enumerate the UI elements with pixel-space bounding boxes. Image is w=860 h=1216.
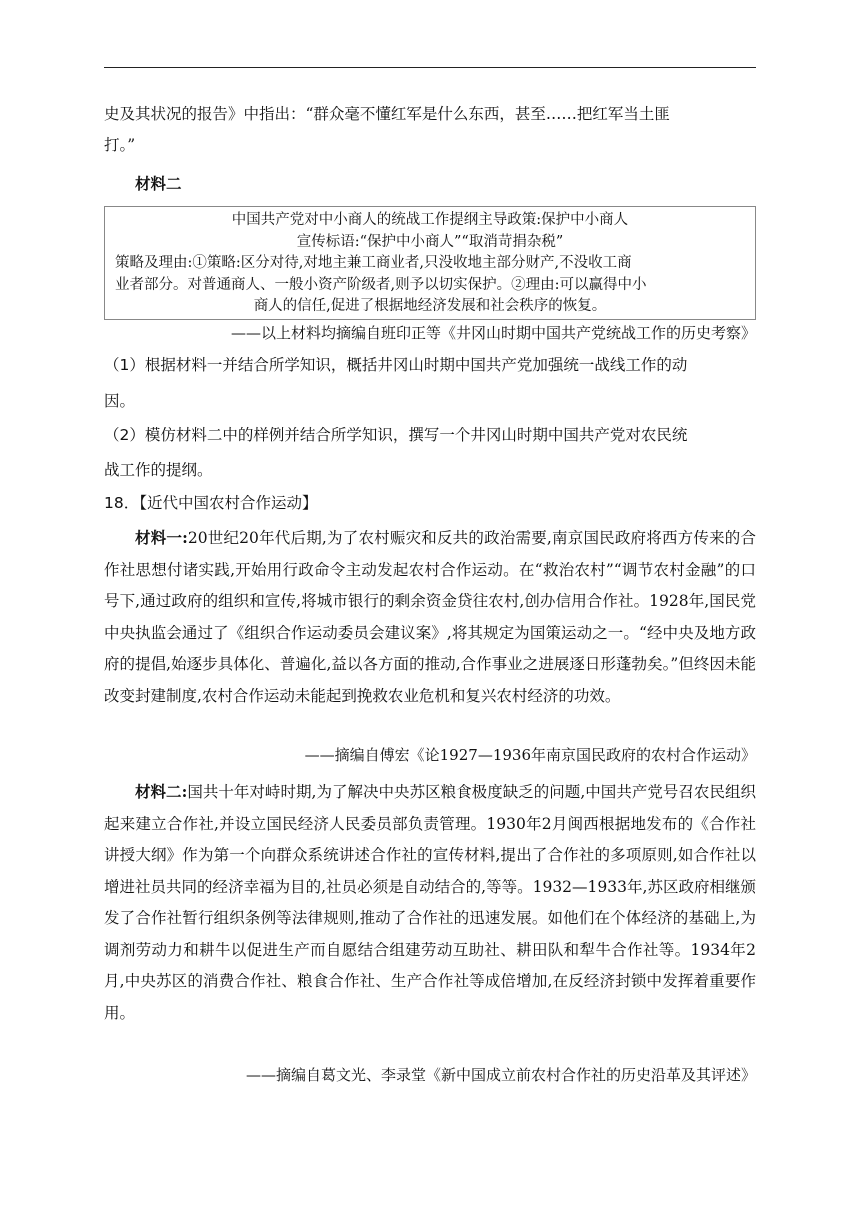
intro-line-1: 史及其状况的报告》中指出：“群众毫不懂红军是什么东西，甚至……把红军当土匪 xyxy=(104,105,670,123)
box-line-2: 宣传标语:“保护中小商人”“取消苛捐杂税” xyxy=(296,233,564,250)
box-line-3: 策略及理由:①策略:区分对待,对地主兼工商业者,只没收地主部分财产,不没收工商 xyxy=(115,255,632,271)
question-1-line-2: 因。 xyxy=(104,392,136,410)
policy-outline-box xyxy=(104,206,756,320)
source-citation-2: ——摘编自傅宏《论1927—1936年南京国民政府的农村合作运动》 xyxy=(304,746,756,764)
box-line-5: 商人的信任,促进了根据地经济发展和社会秩序的恢复。 xyxy=(253,298,607,314)
box-line-1: 中国共产党对中小商人的统战工作提纲主导政策:保护中小商人 xyxy=(231,212,629,228)
question-2-line-2: 战工作的提纲。 xyxy=(104,461,213,479)
material-2-label: 材料二: xyxy=(135,782,188,801)
material-2-paragraph xyxy=(104,776,756,1029)
box-line-4: 业者部分。对普通商人、一般小资产阶级者,则予以切实保护。②理由:可以赢得中小 xyxy=(115,276,647,293)
intro-line-2: 打。” xyxy=(104,136,136,154)
material-2-text: 国共十年对峙时期,为了解决中央苏区粮食极度缺乏的问题,中国共产党号召农民组织起来建立合作社,并设立国民经济人民委员部负责管理。1930年2月闽西根据地发布的《合作社讲授大纲》作为第一个向群众系统讲述合作社的宣传材料,提出了合作社的多项原则,如合作社以增进社员共同的经济幸福为目的,社员必须是自动结合的,等等。1932—1933年,苏区政府相继颁发了合作社暂行组织条例等法律规则,推动了合作社的迅速发展。如他们在个体经济的基础上,为调剂劳动力和耕牛以促进生产而自愿结合组建劳动互助社、耕田队和犁牛合作社等。1934年2月,中央苏区的消费合作社、粮食合作社、生产合作社等成倍增加,在反经济封锁中发挥着重要作用。 xyxy=(104,783,756,1022)
header-rule xyxy=(104,67,756,68)
question-1-line-1: （1）根据材料一并结合所学知识，概括井冈山时期中国共产党加强统一战线工作的动 xyxy=(104,356,688,374)
question-2-line-1: （2）模仿材料二中的样例并结合所学知识，撰写一个井冈山时期中国共产党对农民统 xyxy=(104,426,688,444)
material-1-text: 20世纪20年代后期,为了农村赈灾和反共的政治需要,南京国民政府将西方传来的合作社思想付诸实践,开始用行政命令主动发起农村合作运动。在“救治农村”“调节农村金融”的口号下,通过政府的组织和宣传,将城市银行的剩余资金贷往农村,创办信用合作社。1928年,国民党中央执监会通过了《组织合作运动委员会建议案》,将其规定为国策运动之一。“经中央及地方政府的提倡,始逐步具体化、普遍化,益以各方面的推动,合作事业之进展逐日形蓬勃矣。”但终因未能改变封建制度,农村合作运动未能起到挽救农业危机和复兴农村经济的功效。 xyxy=(104,529,756,705)
source-citation-3: ——摘编自葛文光、李录堂《新中国成立前农村合作社的历史沿革及其评述》 xyxy=(245,1066,756,1084)
material2-heading: 材料二 xyxy=(135,174,182,193)
question-18-title: 18．【近代中国农村合作运动】 xyxy=(104,494,318,512)
material-1-label: 材料一: xyxy=(135,528,188,547)
material-1-paragraph xyxy=(104,522,756,712)
source-citation-1: ——以上材料均摘编自班印正等《井冈山时期中国共产党统战工作的历史考察》 xyxy=(230,324,756,342)
